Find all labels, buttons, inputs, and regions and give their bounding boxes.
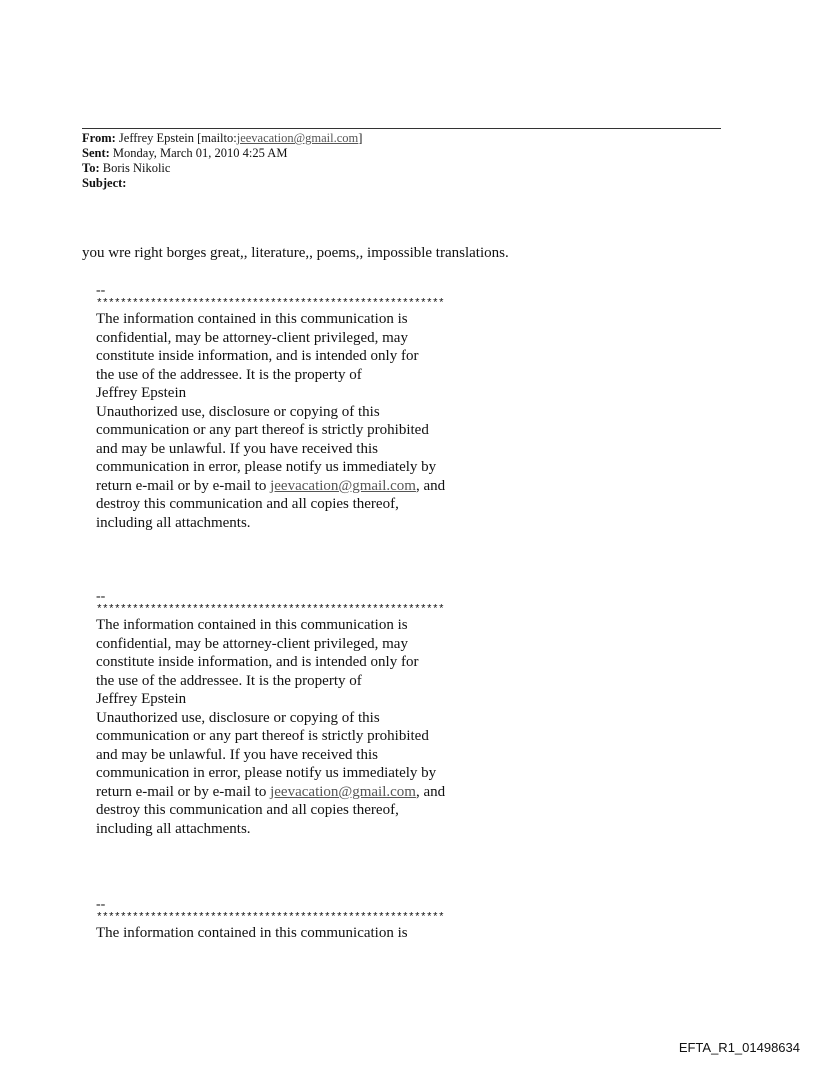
notice-line: The information contained in this communication is [96,617,408,633]
notice-line: Jeffrey Epstein [96,691,187,707]
notice-text: return e-mail or by e-mail to [96,477,271,494]
signature-block-2 [96,590,656,838]
subject-label: Subject: [82,176,127,190]
notice-line: communication or any part thereof is strictly prohibited [96,728,429,744]
notice-line: confidential, may be attorney-client privileged, may [96,329,408,346]
notice-line: and may be unlawful. If you have received this [96,746,378,763]
from-close: ] [358,131,363,145]
notice-email-link[interactable]: jeevacation@gmail.com [270,477,416,494]
signature-block-1 [96,284,656,532]
notice-line: including all attachments. [96,820,251,837]
message-body: you wre right borges great,, literature,, poems,, impossible translations. [82,245,509,261]
notice-line: destroy this communication and all copies thereof, [96,496,399,512]
signature-dash: -- [96,897,106,912]
notice-line: and may be unlawful. If you have received this [96,440,378,457]
email-headers [82,131,362,191]
notice-line: constitute inside information, and is intended only for [96,654,419,670]
from-email-link[interactable]: jeevacation@gmail.com [236,131,359,145]
notice-text: return e-mail or by e-mail to [96,783,271,800]
sent-label: Sent: [82,146,110,160]
confidentiality-notice [96,616,656,838]
notice-line: Unauthorized use, disclosure or copying of this [96,709,380,726]
to-line [82,161,362,176]
notice-line: the use of the addressee. It is the property of [96,672,362,689]
notice-line: the use of the addressee. It is the property of [96,366,362,383]
signature-stars: ********************************************************** [96,912,445,924]
to-value: Boris Nikolic [102,161,171,175]
to-label: To: [82,161,100,175]
subject-line [82,176,362,191]
sent-line [82,146,362,161]
from-name: Jeffrey Epstein [mailto: [118,131,237,145]
from-line [82,131,362,146]
notice-line: including all attachments. [96,514,251,531]
notice-line [96,783,656,802]
confidentiality-notice [96,924,656,943]
notice-line: destroy this communication and all copies thereof, [96,802,399,818]
notice-line: Unauthorized use, disclosure or copying of this [96,403,380,420]
notice-line: The information contained in this communication is [96,311,408,327]
from-label: From: [82,131,116,145]
signature-stars: ********************************************************** [96,298,445,310]
signature-block-3 [96,898,656,943]
notice-line: communication in error, please notify us immediately by [96,765,437,781]
header-divider [82,128,721,129]
signature-dash: -- [96,283,106,298]
notice-line: Jeffrey Epstein [96,385,187,401]
signature-stars: ********************************************************** [96,604,445,616]
document-id: EFTA_R1_01498634 [678,1040,800,1055]
confidentiality-notice [96,310,656,532]
notice-text: , and [415,477,446,494]
notice-text: , and [415,783,446,800]
sent-value: Monday, March 01, 2010 4:25 AM [112,146,288,160]
notice-line: communication in error, please notify us immediately by [96,459,437,475]
notice-line: constitute inside information, and is intended only for [96,348,419,364]
signature-dash: -- [96,589,106,604]
notice-line [96,477,656,496]
notice-line: communication or any part thereof is strictly prohibited [96,422,429,438]
notice-line: The information contained in this communication is [96,925,408,941]
notice-line: confidential, may be attorney-client privileged, may [96,635,408,652]
notice-email-link[interactable]: jeevacation@gmail.com [270,783,416,800]
